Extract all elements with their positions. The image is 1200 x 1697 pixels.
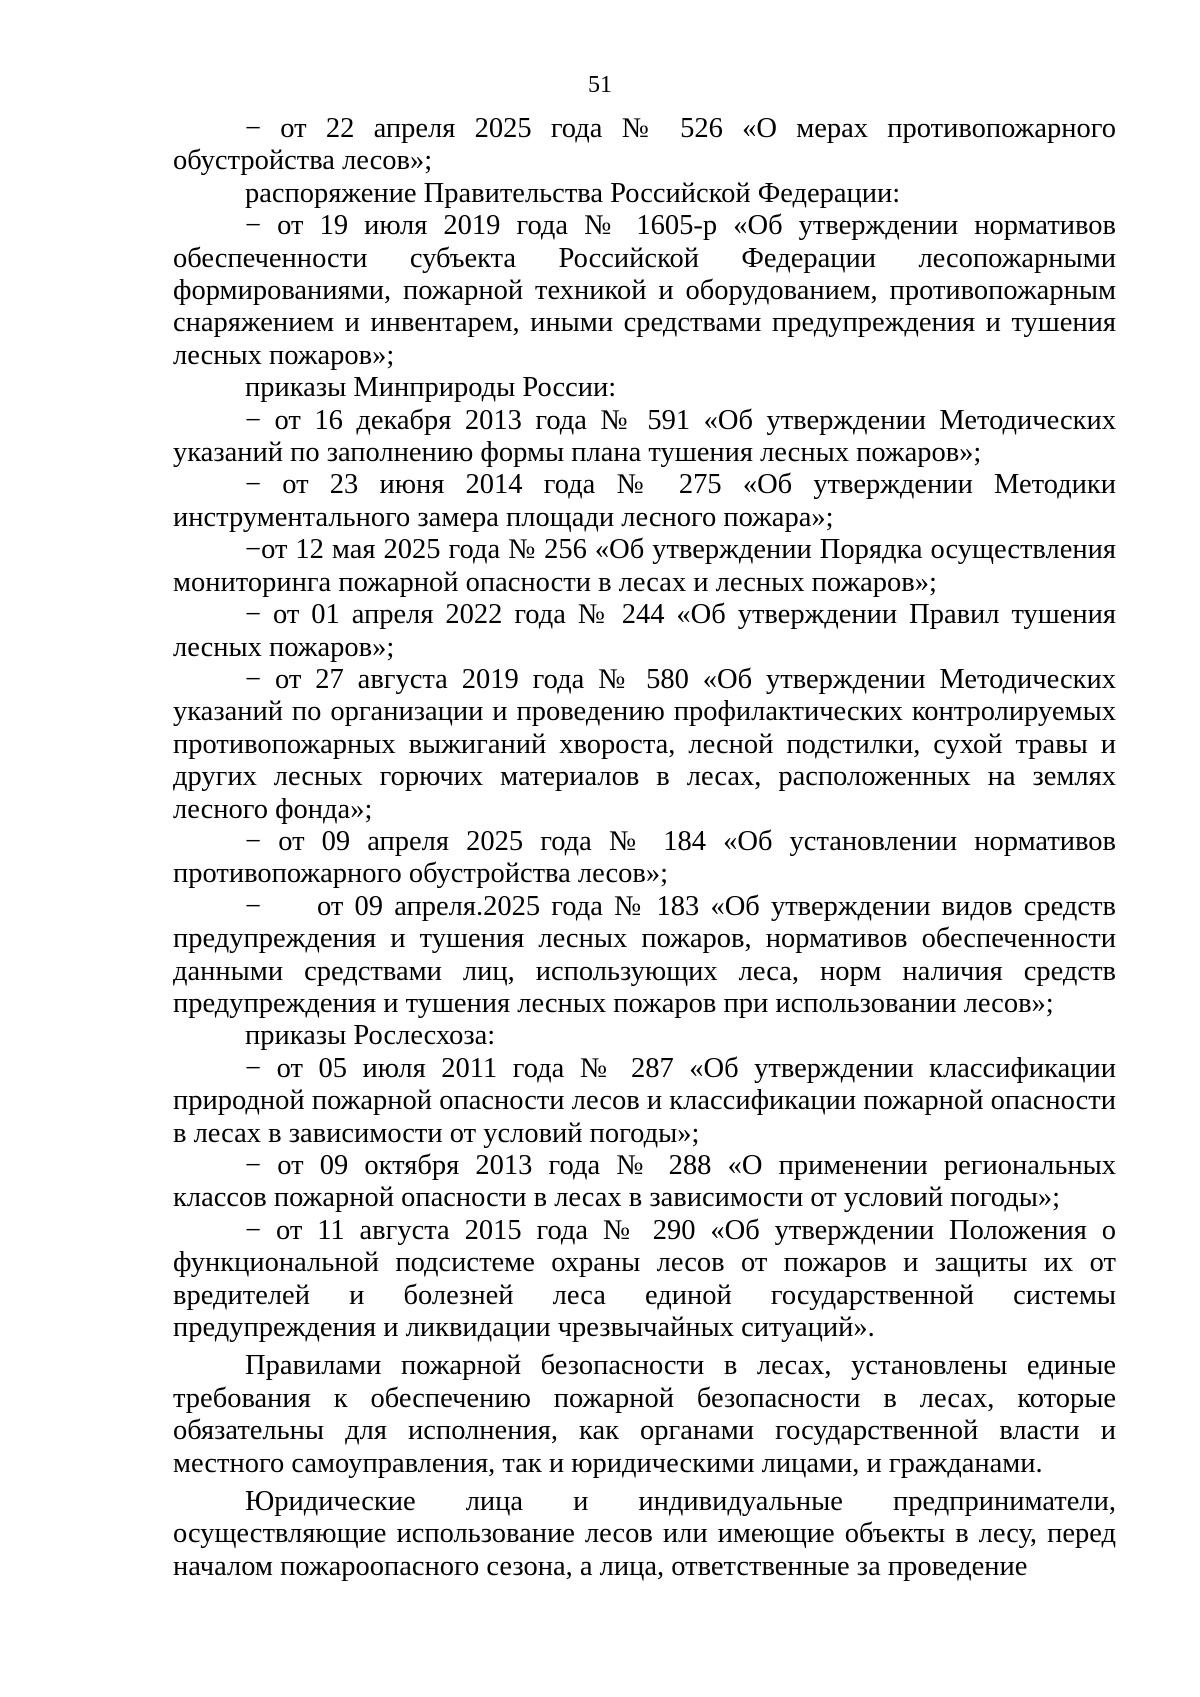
paragraph-order-288: − от 09 октября 2013 года № 288 «О применении региональных классов пожарной опасности в лесах в зависимости от условий погоды»;	[173, 1150, 1116, 1214]
paragraph-order-287: − от 05 июля 2011 года № 287 «Об утверждении классификации природной пожарной опасности лесов и классификации пожарной опасности в лесах в зависимости от условий погоды»;	[173, 1052, 1116, 1149]
paragraph-fire-safety-rules: Правилами пожарной безопасности в лесах, установлены единые требования к обеспечению пожарной безопасности в лесах, которые обязательны для исполнения, как органами государственной власти и местного самоуправления, так и юридическими лицами, и гражданами.	[173, 1350, 1116, 1479]
paragraph-order-580: − от 27 августа 2019 года № 580 «Об утверждении Методических указаний по организации и проведению профилактических контролируемых противопожарных выжиганий хвороста, лесной подстилки, сухой травы и других лесных горючих материалов в лесах, расположенных на землях лесного фонда»;	[173, 663, 1116, 825]
paragraph-order-275: − от 23 июня 2014 года № 275 «Об утверждении Методики инструментального замера площади лесного пожара»;	[173, 469, 1116, 533]
paragraph-order-290: − от 11 августа 2015 года № 290 «Об утверждении Положения о функциональной подсистеме охраны лесов от пожаров и защиты их от вредителей и болезней леса единой государственной системы предупреждения и ликвидации чрезвычайных ситуаций».	[173, 1214, 1116, 1344]
heading-rosleskhoz-orders: приказы Рослесхоза:	[245, 1020, 496, 1052]
heading-government-order: распоряжение Правительства Российской Федерации:	[245, 177, 901, 209]
paragraph-legal-entities: Юридические лица и индивидуальные предприниматели, осуществляющие использование лесов или имеющие объекты в лесу, перед началом пожароопасного сезона, а лица, ответственные за проведение	[173, 1486, 1116, 1582]
heading-minprirody-orders: приказы Минприроды России:	[245, 372, 617, 404]
paragraph-order-183: − от 09 апреля.2025 года № 183 «Об утверждении видов средств предупреждения и тушения лесных пожаров, нормативов обеспеченности данными средствами лиц, использующих леса, норм наличия средств предупреждения и тушения лесных пожаров при использовании лесов»;	[173, 890, 1124, 1019]
document-body	[173, 113, 1124, 1583]
paragraph-order-184: − от 09 апреля 2025 года № 184 «Об установлении нормативов противопожарного обустройства лесов»;	[173, 825, 1124, 890]
paragraph-order-591: − от 16 декабря 2013 года № 591 «Об утверждении Методических указаний по заполнению формы плана тушения лесных пожаров»;	[173, 404, 1116, 469]
page-number: 51	[588, 72, 612, 98]
paragraph-order-256: −от 12 мая 2025 года № 256 «Об утверждении Порядка осуществления мониторинга пожарной опасности в лесах и лесных пожаров»;	[173, 534, 1116, 598]
paragraph-order-1605: − от 19 июля 2019 года № 1605-р «Об утверждении нормативов обеспеченности субъекта Российской Федерации лесопожарными формированиями, пожарной техникой и оборудованием, противопожарным снаряжением и инвентарем, иными средствами предупреждения и тушения лесных пожаров»;	[173, 210, 1116, 371]
paragraph-decree-526: − от 22 апреля 2025 года № 526 «О мерах противопожарного обустройства лесов»;	[173, 113, 1116, 177]
paragraph-order-244: − от 01 апреля 2022 года № 244 «Об утверждении Правил тушения лесных пожаров»;	[173, 599, 1116, 663]
